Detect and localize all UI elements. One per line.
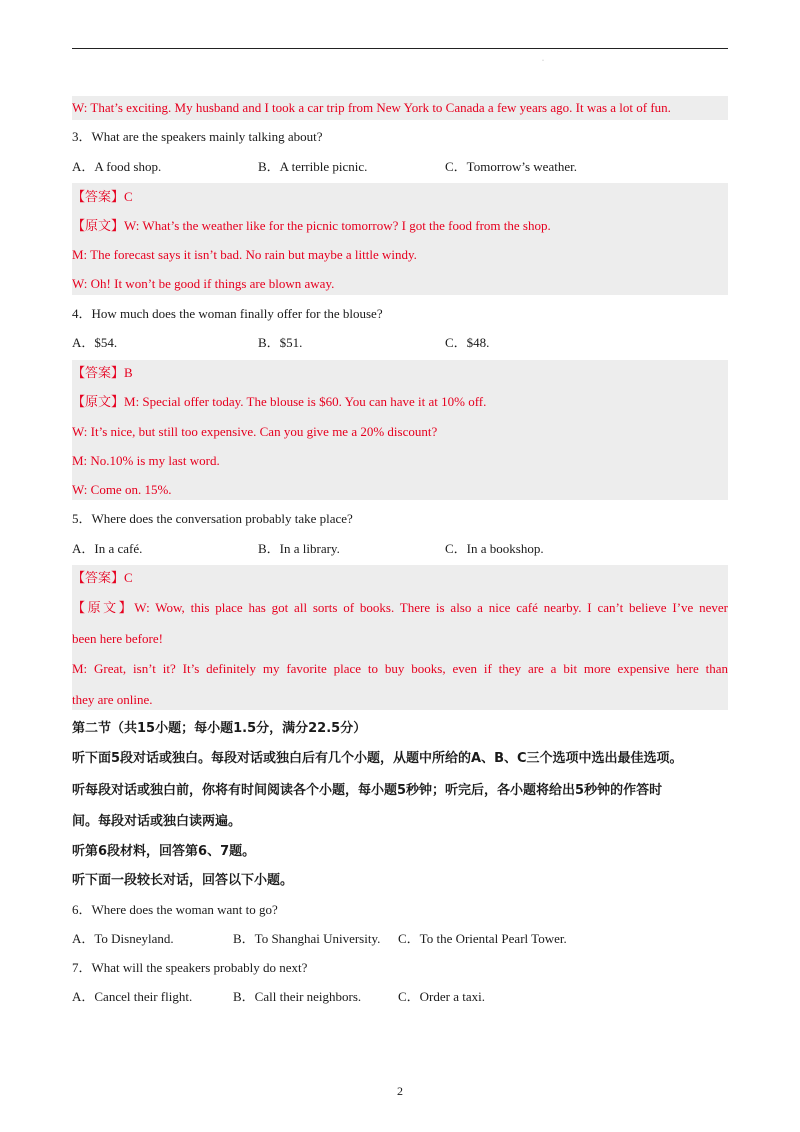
option-b: B．Call their neighbors.	[233, 989, 362, 1004]
transcript-line: M: The forecast says it isn’t bad. No rain but maybe a little windy.	[72, 247, 417, 262]
transcript-line: 【原文】M: Special offer today. The blouse is $60. You can have it at 10% off.	[72, 394, 487, 409]
question-7: 7．What will the speakers probably do next?	[72, 960, 308, 975]
option-b: B．$51.	[258, 335, 303, 350]
transcript-label: 【原文】	[72, 218, 125, 233]
transcript-line: W: It’s nice, but still too expensive. Can you give me a 20% discount?	[72, 424, 438, 439]
transcript-line: been here before!	[72, 631, 163, 646]
option-a: A．To Disneyland.	[72, 931, 174, 946]
transcript-label: 【原文】	[72, 600, 135, 615]
sub-instruction: 听下面一段较长对话，回答以下小题。	[72, 873, 294, 888]
answer-label: 【答案】C	[72, 570, 133, 585]
option-a: A．In a café.	[72, 541, 143, 556]
transcript-line: W: That’s exciting. My husband and I took a car trip from New York to Canada a few years ago. It was a lot of fun.	[72, 100, 671, 115]
transcript-line: they are online.	[72, 692, 153, 707]
answer-label: 【答案】B	[72, 365, 133, 380]
transcript-line: 【原文】W: Wow, this place has got all sorts of books. There is also a nice café nearby. I can’t believe I’ve never	[72, 600, 728, 615]
header-rule	[72, 48, 728, 49]
option-b: B．In a library.	[258, 541, 340, 556]
instruction-line: 听下面5段对话或独白。每段对话或独白后有几个小题，从题中所给的A、B、C三个选项中选出最佳选项。	[72, 751, 683, 766]
question-5: 5．Where does the conversation probably take place?	[72, 511, 353, 526]
instruction-line: 间。每段对话或独白读两遍。	[72, 814, 242, 829]
transcript-label: 【原文】	[72, 394, 125, 409]
transcript-line: W: Come on. 15%.	[72, 482, 172, 497]
option-c: C．Tomorrow’s weather.	[445, 159, 577, 174]
option-b: B．A terrible picnic.	[258, 159, 368, 174]
section-heading: 第二节（共15小题；每小题1.5分，满分22.5分）	[72, 721, 367, 736]
option-c: C．$48.	[445, 335, 490, 350]
option-b: B．To Shanghai University.	[233, 931, 381, 946]
page-number: 2	[397, 1084, 403, 1098]
instruction-line: 听每段对话或独白前，你将有时间阅读各个小题，每小题5秒钟；听完后，各小题将给出5秒钟的作答时	[72, 783, 663, 798]
option-c: C．To the Oriental Pearl Tower.	[398, 931, 567, 946]
option-a: A．Cancel their flight.	[72, 989, 193, 1004]
option-c: C．Order a taxi.	[398, 989, 486, 1004]
question-6: 6．Where does the woman want to go?	[72, 902, 278, 917]
option-c: C．In a bookshop.	[445, 541, 544, 556]
transcript-line: W: Oh! It won’t be good if things are blown away.	[72, 276, 335, 291]
transcript-line: 【原文】W: What’s the weather like for the picnic tomorrow? I got the food from the shop.	[72, 218, 551, 233]
answer-label: 【答案】C	[72, 189, 133, 204]
transcript-line: M: No.10% is my last word.	[72, 453, 220, 468]
option-a: A．$54.	[72, 335, 118, 350]
header-mark: ·	[542, 58, 544, 64]
material-heading: 听第6段材料，回答第6、7题。	[72, 844, 256, 859]
question-4: 4．How much does the woman finally offer for the blouse?	[72, 306, 383, 321]
option-a: A．A food shop.	[72, 159, 162, 174]
question-3: 3．What are the speakers mainly talking about?	[72, 129, 323, 144]
transcript-line: M: Great, isn’t it? It’s definitely my favorite place to buy books, even if they are a bit more expensive here than	[72, 661, 728, 676]
